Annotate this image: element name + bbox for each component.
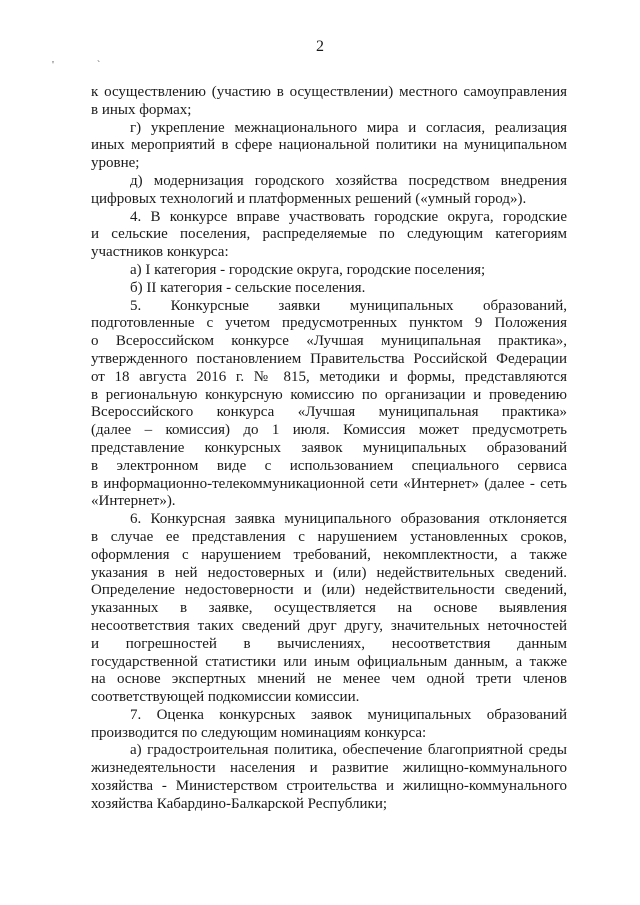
text-line: г) укрепление межнационального мира и согласия, реализация xyxy=(130,119,567,136)
text-line: уровне; xyxy=(91,155,140,172)
text-line: оформления с нарушением требований, некомплектности, а также xyxy=(91,546,567,563)
text-line: б) II категория - сельские поселения. xyxy=(130,279,366,296)
text-line: в региональную конкурсную комиссию по организации и проведению xyxy=(91,386,567,403)
text-line: 4. В конкурсе вправе участвовать городские округа, городские xyxy=(130,208,567,225)
text-line: хозяйства Кабардино-Балкарской Республики; xyxy=(91,795,388,812)
text-line: хозяйства - Министерством строительства и жилищно-коммунального xyxy=(91,778,567,795)
text-line: на основе экспертных мнений не менее чем одной трети членов xyxy=(91,671,567,688)
text-line: в информационно-телекоммуникационной сети «Интернет» (далее - сеть xyxy=(91,475,567,492)
text-line: соответствующей подкомиссии комиссии. xyxy=(91,689,360,706)
text-line: 6. Конкурсная заявка муниципального образования отклоняется xyxy=(130,511,567,528)
text-line: цифровых технологий и платформенных решений («умный город»). xyxy=(91,190,527,207)
text-line: 5. Конкурсные заявки муниципальных образований, xyxy=(130,297,567,314)
text-line: производится по следующим номинациям конкурса: xyxy=(91,724,427,741)
text-line: а) I категория - городские округа, городские поселения; xyxy=(130,261,486,278)
text-line: в иных формах; xyxy=(91,101,192,118)
text-line: в электронном виде с использованием специального сервиса xyxy=(91,457,567,474)
paragraph xyxy=(91,280,567,298)
text-line: подготовленные с учетом предусмотренных пунктом 9 Положения xyxy=(91,315,567,332)
text-line: иных мероприятий в сфере национальной политики на муниципальном xyxy=(91,137,567,154)
text-line: указания в ней недостоверных и (или) недействительных сведений. xyxy=(91,564,567,581)
text-line: к осуществлению (участию в осуществлении) местного самоуправления xyxy=(91,84,567,100)
text-line: (далее – комиссия) до 1 июля. Комиссия может предусмотреть xyxy=(91,422,567,439)
paragraph xyxy=(91,209,567,262)
text-line: Определение недостоверности и (или) недействительности сведений, xyxy=(91,582,567,599)
text-line: д) модернизация городского хозяйства посредством внедрения xyxy=(130,172,567,189)
text-line: от 18 августа 2016 г. № 815, методики и формы, представляются xyxy=(91,368,567,385)
text-line: 7. Оценка конкурсных заявок муниципальных образований xyxy=(130,706,567,723)
paragraph xyxy=(91,511,567,707)
text-line: государственной статистики или иным официальным данным, а также xyxy=(91,653,567,670)
text-line: Всероссийского конкурса «Лучшая муниципальная практика» xyxy=(91,404,567,421)
text-line: представление конкурсных заявок муниципальных образований xyxy=(91,439,567,456)
text-line: «Интернет»). xyxy=(91,493,176,510)
paragraph xyxy=(91,707,567,743)
paragraph xyxy=(91,742,567,813)
document-body xyxy=(91,84,567,814)
text-line: утвержденного постановлением Правительства Российской Федерации xyxy=(91,350,567,367)
paragraph xyxy=(91,298,567,512)
text-line: а) градостроительная политика, обеспечение благоприятной среды xyxy=(130,742,567,759)
text-line: и погрешностей в вычислениях, несоответствия данным xyxy=(91,635,567,652)
scan-marks: ' ` xyxy=(52,59,121,71)
text-line: жизнедеятельности населения и развитие жилищно-коммунального xyxy=(91,760,567,777)
text-line: несоответствия таких сведений друг другу, значительных неточностей xyxy=(91,617,567,634)
paragraph xyxy=(91,262,567,280)
text-line: о Всероссийском конкурсе «Лучшая муниципальная практика», xyxy=(91,333,567,350)
paragraph xyxy=(91,84,567,120)
paragraph xyxy=(91,173,567,209)
page-number: 2 xyxy=(316,38,324,55)
text-line: и сельские поселения, распределяемые по следующим категориям xyxy=(91,226,567,243)
text-line: указанных в заявке, осуществляется на основе выявления xyxy=(91,600,567,617)
paragraph xyxy=(91,120,567,173)
text-line: участников конкурса: xyxy=(91,244,229,261)
text-line: в случае ее представления с нарушением установленных сроков, xyxy=(91,528,567,545)
